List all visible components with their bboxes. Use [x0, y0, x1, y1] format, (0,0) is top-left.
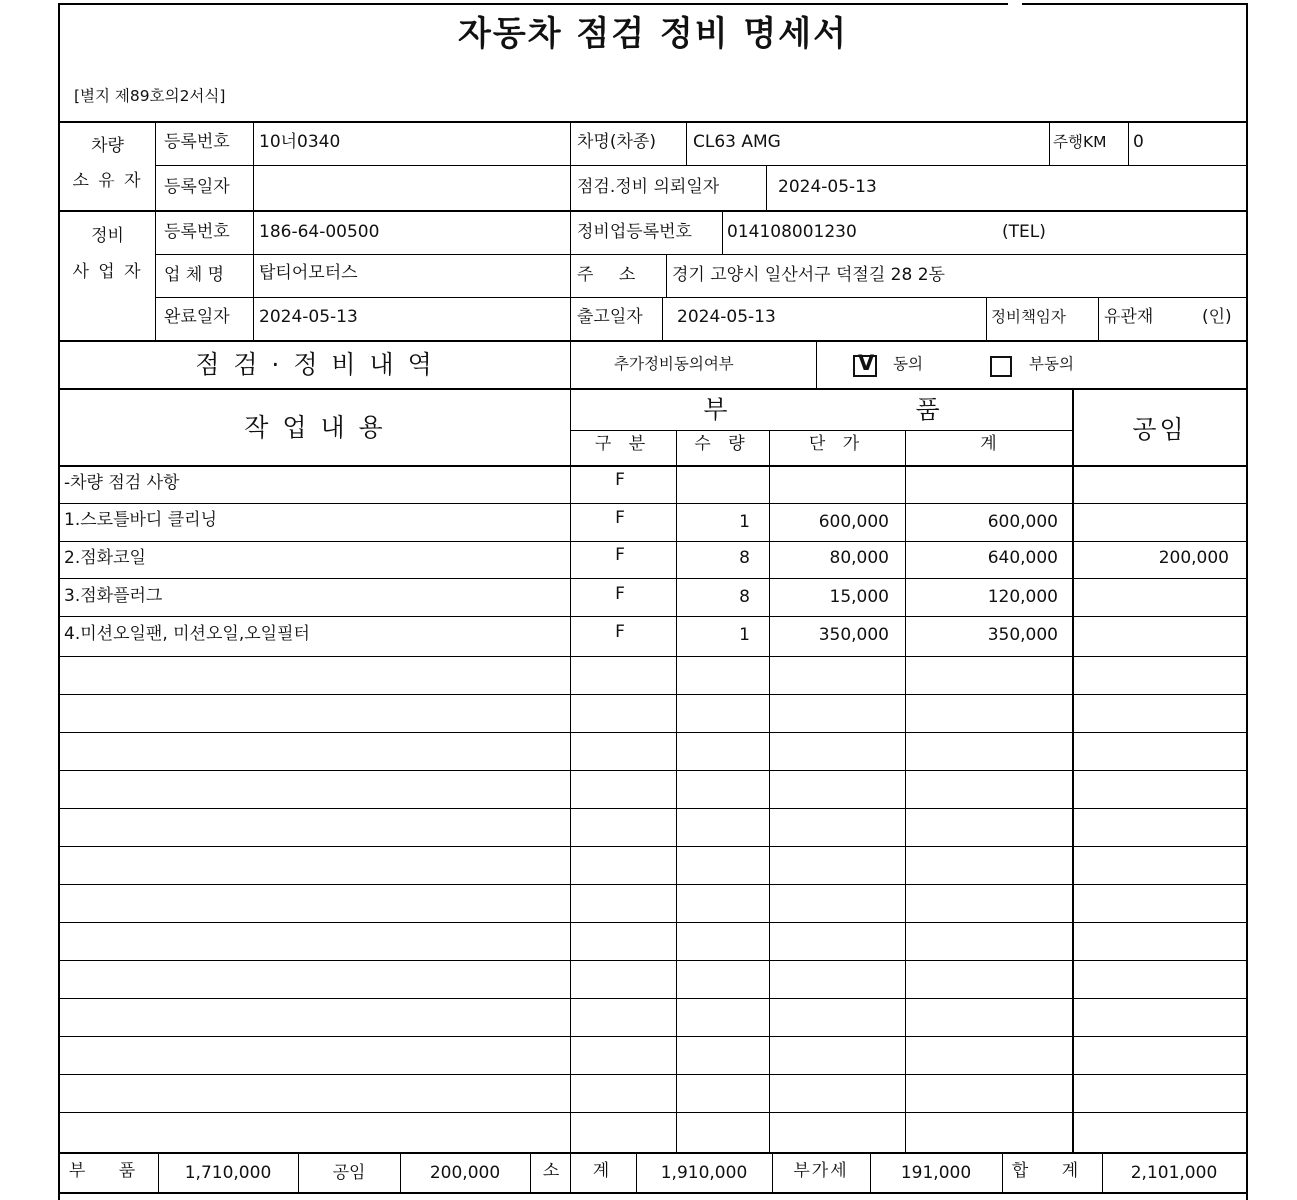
- owner-section-label-1: 차량: [91, 136, 124, 156]
- border-bottom: [58, 1192, 1248, 1194]
- parts-price: 600,000: [818, 512, 889, 532]
- tel-label: (TEL): [1002, 222, 1046, 242]
- shop-section-label-2: 사 업 자: [72, 262, 143, 282]
- document-title: 자동차 점검 정비 명세서: [458, 14, 848, 54]
- rule-h: [155, 165, 1248, 166]
- manager-label: 정비책임자: [991, 308, 1066, 326]
- rule-h: [58, 998, 1248, 999]
- rule-h: [58, 503, 1248, 504]
- rule-h: [58, 846, 1248, 847]
- reg-no-label: 등록번호: [164, 132, 230, 152]
- work-item: 1.스로틀바디 클리닝: [64, 510, 217, 530]
- disagree-checkbox[interactable]: [990, 356, 1012, 377]
- sub-header-type: 구 분: [594, 434, 652, 454]
- parts-type: F: [615, 622, 625, 642]
- rule-h: [58, 884, 1248, 885]
- labor-cost: 200,000: [1158, 548, 1229, 568]
- car-name-label: 차명(차종): [577, 132, 656, 152]
- rule-h: [58, 922, 1248, 923]
- biz-no-label: 등록번호: [164, 222, 230, 242]
- sub-header-qty: 수 량: [694, 434, 751, 454]
- details-header: 점 검 · 정 비 내 역: [195, 350, 435, 379]
- grand-total-label: 합 계: [1011, 1161, 1093, 1181]
- rule-h: [155, 254, 1248, 255]
- border-right: [1246, 3, 1248, 1200]
- summary-parts-total: 1,710,000: [184, 1163, 272, 1183]
- reg-no-value: 10너0340: [259, 132, 341, 152]
- rule-v: [769, 430, 770, 1153]
- rule-h: [58, 1152, 1248, 1154]
- rule-h: [58, 388, 1248, 390]
- summary-parts-label: 부 품: [68, 1161, 150, 1181]
- owner-section-label-2: 소 유 자: [72, 171, 143, 191]
- reg-date-label: 등록일자: [164, 177, 230, 197]
- labor-header: 공임: [1132, 415, 1187, 444]
- check-mark-icon: V: [858, 351, 875, 375]
- request-date-value: 2024-05-13: [778, 177, 877, 197]
- parts-price: 80,000: [829, 548, 889, 568]
- rule-v: [766, 166, 767, 211]
- rule-v: [570, 121, 571, 1193]
- parts-price: 15,000: [829, 587, 889, 607]
- rule-v: [662, 298, 663, 341]
- release-date-label: 출고일자: [577, 307, 643, 327]
- summary-labor-label: 공임: [332, 1163, 366, 1183]
- parts-total: 120,000: [987, 587, 1058, 607]
- parts-qty: 1: [739, 625, 750, 645]
- rule-h: [58, 1074, 1248, 1075]
- work-item: 3.점화플러그: [64, 586, 163, 606]
- rule-v: [686, 121, 687, 166]
- rule-v: [666, 255, 667, 298]
- rule-v: [816, 341, 817, 389]
- seal-mark: (인): [1202, 307, 1232, 327]
- rule-v: [253, 121, 254, 341]
- parts-type: F: [615, 508, 625, 528]
- rule-h: [58, 770, 1248, 771]
- rule-v: [155, 121, 156, 341]
- rule-v: [1049, 121, 1050, 166]
- parts-type: F: [615, 584, 625, 604]
- disagree-label: 부동의: [1029, 355, 1074, 373]
- rule-h: [58, 541, 1248, 542]
- rule-v: [676, 430, 677, 1153]
- border-top-right: [1022, 3, 1248, 5]
- vat-label: 부가세: [793, 1161, 849, 1181]
- shop-reg-label: 정비업등록번호: [577, 222, 692, 242]
- mileage-label: 주행KM: [1053, 133, 1107, 151]
- rule-v: [1098, 298, 1099, 341]
- rule-h: [58, 732, 1248, 733]
- rule-v: [1128, 121, 1129, 166]
- grand-total-value: 2,101,000: [1130, 1163, 1218, 1183]
- subtotal-value: 1,910,000: [660, 1163, 748, 1183]
- rule-h: [58, 121, 1248, 123]
- agree-label: 동의: [893, 355, 923, 373]
- parts-price: 350,000: [818, 625, 889, 645]
- agree-checkbox[interactable]: [853, 351, 877, 377]
- biz-no-value: 186-64-00500: [259, 222, 380, 242]
- rule-h: [58, 1036, 1248, 1037]
- manager-value: 유관재: [1104, 307, 1154, 327]
- rule-h: [58, 960, 1248, 961]
- rule-h: [58, 340, 1248, 342]
- consent-label: 추가정비동의여부: [614, 355, 734, 373]
- work-item: 4.미션오일팬, 미션오일,오일필터: [64, 624, 310, 644]
- subtotal-label: 소 계: [542, 1161, 624, 1181]
- work-header: 작 업 내 용: [244, 413, 386, 442]
- form-number: [별지 제89호의2서식]: [74, 87, 226, 105]
- parts-header: 부 품: [703, 395, 1030, 424]
- parts-total: 600,000: [987, 512, 1058, 532]
- address-label: 주 소: [577, 265, 646, 285]
- rule-h: [58, 616, 1248, 617]
- rule-h: [58, 578, 1248, 579]
- parts-type: F: [615, 470, 625, 490]
- done-date-value: 2024-05-13: [259, 307, 358, 327]
- border-top-left: [58, 3, 1008, 5]
- parts-qty: 8: [739, 548, 750, 568]
- rule-h: [155, 297, 1248, 298]
- rule-h: [58, 1112, 1248, 1113]
- done-date-label: 완료일자: [164, 307, 230, 327]
- shop-section-label-1: 정비: [91, 226, 124, 246]
- rule-v: [905, 430, 906, 1153]
- parts-qty: 1: [739, 512, 750, 532]
- rule-h: [58, 210, 1248, 212]
- shop-name-value: 탑티어모터스: [259, 263, 358, 283]
- parts-type: F: [615, 545, 625, 565]
- rule-h: [58, 465, 1248, 467]
- request-date-label: 점검.정비 의뢰일자: [577, 177, 720, 197]
- rule-v: [986, 298, 987, 341]
- car-name-value: CL63 AMG: [693, 132, 781, 152]
- address-value: 경기 고양시 일산서구 덕절길 28 2동: [672, 265, 945, 285]
- shop-reg-value: 014108001230: [727, 222, 857, 242]
- parts-total: 640,000: [987, 548, 1058, 568]
- sub-header-price: 단 가: [808, 434, 866, 454]
- rule-v: [722, 211, 723, 255]
- rule-h: [570, 430, 1073, 431]
- sub-header-total: 계: [980, 434, 997, 454]
- shop-name-label: 업 체 명: [164, 265, 225, 285]
- mileage-value: 0: [1133, 132, 1144, 152]
- summary-labor-total: 200,000: [429, 1163, 501, 1183]
- parts-total: 350,000: [987, 625, 1058, 645]
- release-date-value: 2024-05-13: [677, 307, 776, 327]
- work-item: 2.점화코일: [64, 548, 146, 568]
- rule-h: [58, 656, 1248, 657]
- vat-value: 191,000: [900, 1163, 972, 1183]
- parts-qty: 8: [739, 587, 750, 607]
- work-item: -차량 점검 사항: [64, 473, 180, 493]
- rule-h: [58, 808, 1248, 809]
- rule-h: [58, 694, 1248, 695]
